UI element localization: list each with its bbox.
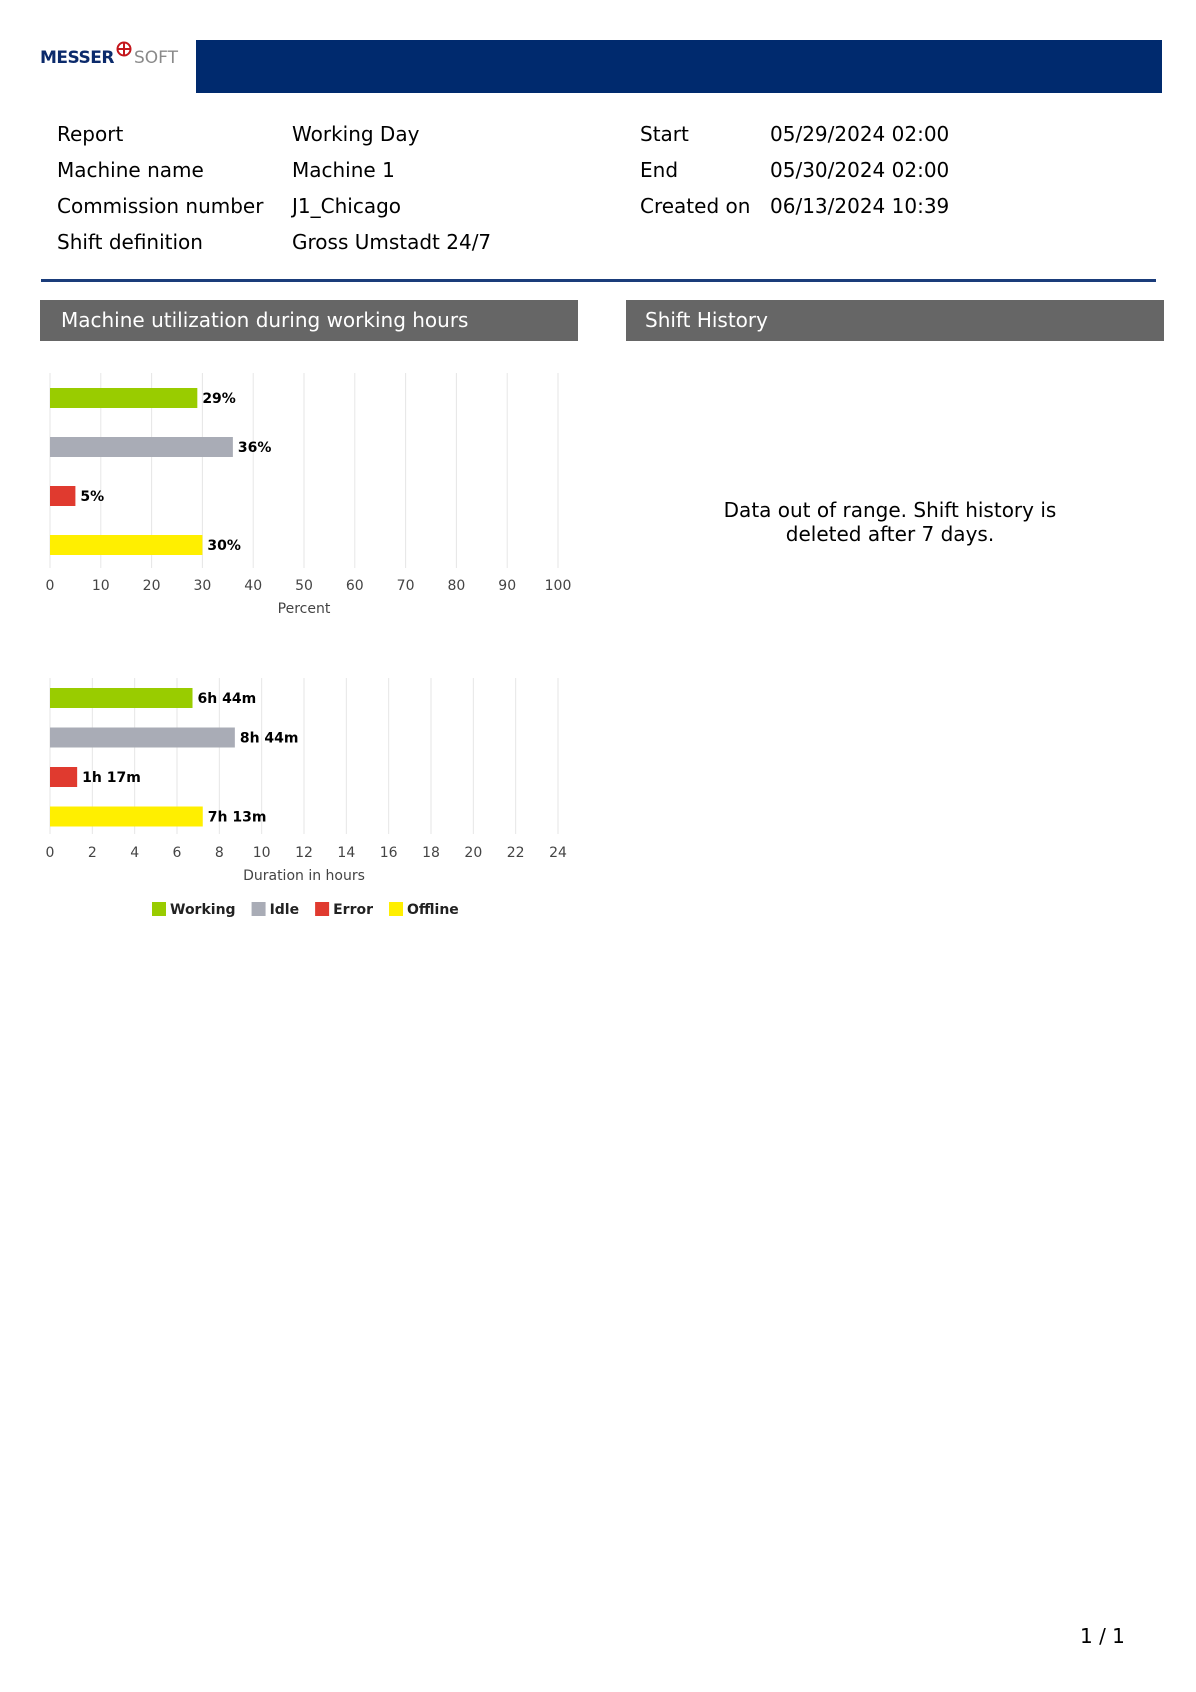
utilization-panel-title: Machine utilization during working hours — [40, 300, 578, 341]
info-label-start: Start — [640, 122, 689, 146]
x-tick-label: 0 — [45, 845, 55, 861]
info-label-commission-number: Commission number — [57, 194, 264, 218]
info-value-report: Working Day — [292, 122, 420, 146]
bar-idle — [50, 728, 235, 748]
shift-history-message-line2: deleted after 7 days. — [785, 522, 995, 546]
bar-offline — [50, 807, 203, 827]
logo-messer-text: MESSER — [40, 48, 114, 68]
legend-swatch-idle — [252, 902, 266, 916]
x-tick-label: 20 — [464, 845, 483, 861]
info-value-start: 05/29/2024 02:00 — [770, 122, 950, 146]
info-label-shift-definition: Shift definition — [57, 230, 203, 254]
info-value-created-on: 06/13/2024 10:39 — [770, 194, 950, 218]
x-tick-label: 0 — [45, 578, 55, 594]
info-value-machine-name: Machine 1 — [292, 158, 395, 182]
bar-value-label: 36% — [237, 440, 272, 456]
info-value-end: 05/30/2024 02:00 — [770, 158, 950, 182]
x-tick-label: 50 — [295, 578, 313, 594]
shift-history-panel-title: Shift History — [626, 300, 1164, 341]
x-tick-label: 40 — [244, 578, 263, 594]
x-tick-label: 6 — [172, 845, 182, 861]
x-tick-label: 16 — [379, 845, 398, 861]
bar-value-label: 29% — [202, 391, 236, 407]
x-tick-label: 10 — [91, 578, 110, 594]
x-tick-label: 8 — [214, 845, 224, 861]
legend-label-error: Error — [333, 902, 374, 918]
x-tick-label: 60 — [345, 578, 364, 594]
legend-label-working: Working — [170, 902, 236, 918]
x-tick-label: 2 — [87, 845, 97, 861]
x-tick-label: 24 — [549, 845, 567, 861]
info-label-created-on: Created on — [640, 194, 751, 218]
x-tick-label: 70 — [396, 578, 415, 594]
x-axis-title: Duration in hours — [243, 868, 365, 884]
logo-soft-text: SOFT — [133, 48, 179, 68]
legend-label-offline: Offline — [407, 902, 459, 918]
bar-value-label: 30% — [207, 538, 241, 554]
x-tick-label: 18 — [422, 845, 440, 861]
bar-value-label: 5% — [80, 489, 105, 505]
bar-value-label: 7h 13m — [207, 809, 267, 826]
bar-value-label: 8h 44m — [239, 730, 299, 747]
x-tick-label: 20 — [142, 578, 161, 594]
legend-swatch-error — [315, 902, 329, 916]
info-label-end: End — [640, 158, 679, 182]
x-tick-label: 30 — [193, 578, 212, 594]
x-tick-label: 10 — [252, 845, 271, 861]
x-tick-label: 90 — [498, 578, 517, 594]
legend-label-idle: Idle — [269, 902, 300, 918]
info-value-shift-definition: Gross Umstadt 24/7 — [292, 230, 492, 254]
info-label-machine-name: Machine name — [57, 158, 204, 182]
info-label-report: Report — [57, 122, 124, 146]
x-axis-title: Percent — [277, 601, 331, 617]
x-tick-label: 14 — [337, 845, 356, 861]
bar-value-label: 6h 44m — [197, 691, 257, 707]
x-tick-label: 100 — [544, 578, 572, 594]
x-tick-label: 4 — [130, 845, 140, 861]
info-value-commission-number: J1_Chicago — [292, 194, 402, 218]
bar-working — [50, 688, 193, 708]
x-tick-label: 22 — [506, 845, 525, 861]
legend-swatch-working — [152, 902, 166, 916]
page-number: 1 / 1 — [1080, 1624, 1125, 1648]
legend-swatch-offline — [389, 902, 403, 916]
bar-value-label: 1h 17m — [82, 770, 141, 786]
x-tick-label: 12 — [295, 845, 313, 861]
x-tick-label: 80 — [447, 578, 466, 594]
bar-error — [50, 767, 77, 787]
shift-history-message-line1: Data out of range. Shift history is — [723, 498, 1057, 522]
